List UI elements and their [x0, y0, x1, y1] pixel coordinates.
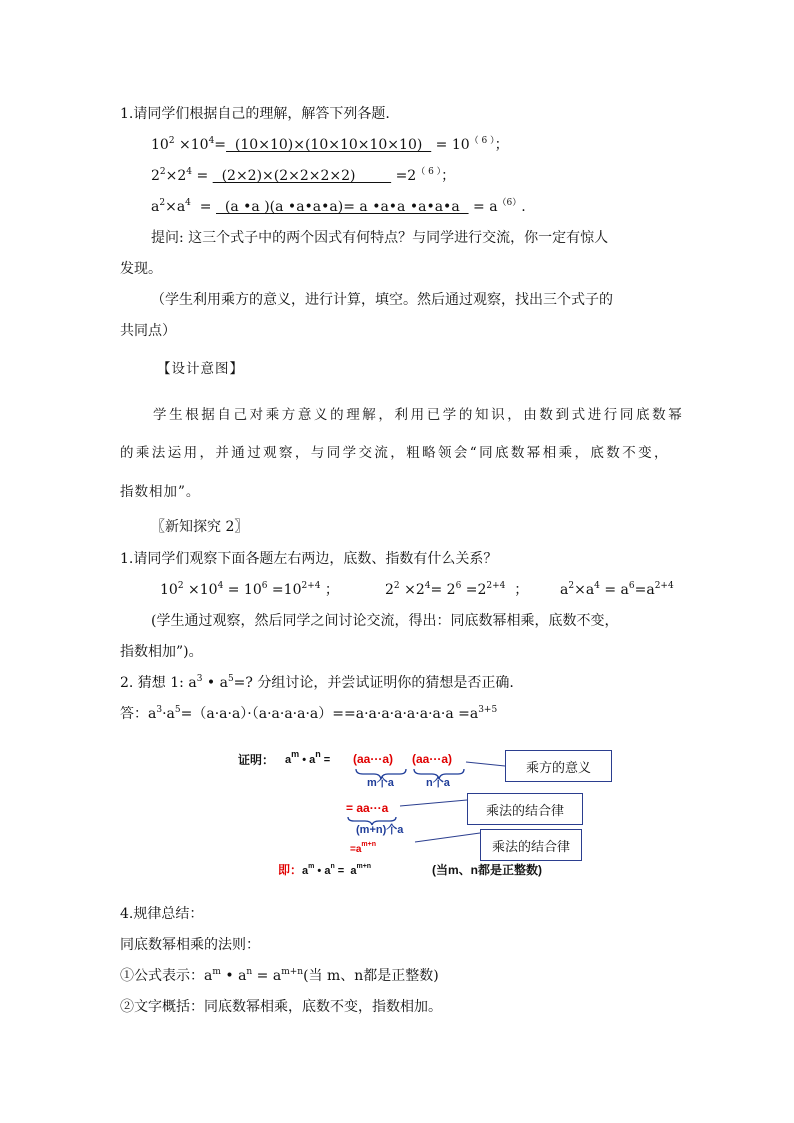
proof-condition: (当m、n都是正整数): [432, 863, 542, 877]
q1-row1: $10^2 \times 10^4= (10\times 10)\times(10\times 10\times 10\times 10) = 10^{( 6 )}$；: [151, 136, 509, 153]
pointer-2: [400, 800, 467, 806]
proof-line2: = aa···a: [346, 801, 389, 815]
pointer-1: [466, 762, 505, 766]
proof-conclusion: 即：$a^m$ • $a^n = a^{m+n}$: [278, 863, 372, 877]
q1-note: （学生利用乘方的意义，进行计算，填空。然后通过观察，找出三个式子的: [151, 292, 613, 308]
proof-line3: $=a^{m+n}$: [350, 841, 376, 855]
explore2-heading: 〖新知探究 2〗: [151, 519, 249, 535]
design-heading: 【设计意图】: [157, 361, 244, 377]
q1-row3: $a^2\times a^4 = (a$ •a )(a •a•a•a)= a •a•a •a•a•a = $a^{(6)}$.: [151, 198, 526, 215]
pointer-3: [415, 833, 480, 842]
explore2-eq-1: $10^2 \times 10^4 = 10^6 =10^{2+4}$ ；: [160, 581, 339, 598]
explore2-title: 1.请同学们观察下面各题左右两边，底数、指数有什么关系？: [120, 551, 498, 567]
proof-group-1: (aa···a): [353, 752, 394, 766]
n-count: n个a: [426, 777, 450, 789]
explore2-note: (学生通过观察，然后同学之间讨论交流，得出：同底数幂相乘，底数不变，: [151, 613, 619, 629]
q1-title: 1.请同学们根据自己的理解，解答下列各题.: [120, 106, 390, 122]
proof-line1-lhs: $a^m$ • $a^n$ =: [285, 749, 331, 766]
m-count: m个a: [367, 777, 394, 789]
proof-figure: [230, 742, 610, 887]
q1-question-cont: 发现。: [120, 261, 162, 277]
explore2-eq-2: $2^2 \times 2^4= 2^6 =2^{2+4}$ ；: [385, 581, 529, 598]
explore2-note-cont: 指数相加”)。: [120, 644, 203, 660]
q1-note-cont: 共同点）: [120, 323, 176, 339]
q1-question: 提问: 这三个式子中的两个因式有何特点？与同学进行交流，你一定有惊人: [151, 230, 609, 246]
summary-words: ②文字概括：同底数幂相乘，底数不变，指数相加。: [120, 999, 442, 1015]
proof-label: 证明：: [238, 753, 275, 767]
summary-formula: ①公式表示：$a^m$ • $a^n = a^{m+n}$(当 m、n都是正整数): [120, 967, 439, 984]
design-p2: 的乘法运用，并通过观察，与同学交流，粗略领会“同底数幂相乘，底数不变，: [120, 445, 670, 461]
explore2-eq-3: $a^2\times a^4 = a^6=a^{2+4}$: [560, 581, 674, 598]
proof-group-2: (aa···a): [412, 752, 453, 766]
explore2-answer: 答：$a^3\cdot a^5=(a\cdot a\cdot a)\cdot(a\cdot a\cdot a\cdot a\cdot a)==a\cdot a\cdot a\cdot a\cdot a\cdot a\cdot a\cdot a =a^{3+5}$: [120, 705, 498, 722]
mn-count: (m+n)个a: [356, 824, 404, 836]
design-p3: 指数相加”。: [120, 484, 201, 500]
q1-row2: $2^2\times 2^4 = (2\times 2)\times(2\times 2\times 2\times 2)$ $=2^{( 6 )}$；: [151, 167, 456, 184]
design-p1: 学生根据自己对乘方意义的理解，利用已学的知识，由数到式进行同底数幂: [153, 407, 685, 423]
callout-associative-1: 乘法的结合律: [467, 793, 583, 825]
explore2-guess: 2. 猜想 1: $a^3$ • $a^5=$? 分组讨论，并尝试证明你的猜想是否正确.: [120, 674, 514, 691]
summary-title: 4.规律总结：: [120, 906, 204, 922]
summary-rule: 同底数幂相乘的法则：: [120, 937, 260, 953]
callout-associative-2: 乘法的结合律: [480, 829, 582, 861]
callout-power-meaning: 乘方的意义: [505, 750, 612, 782]
